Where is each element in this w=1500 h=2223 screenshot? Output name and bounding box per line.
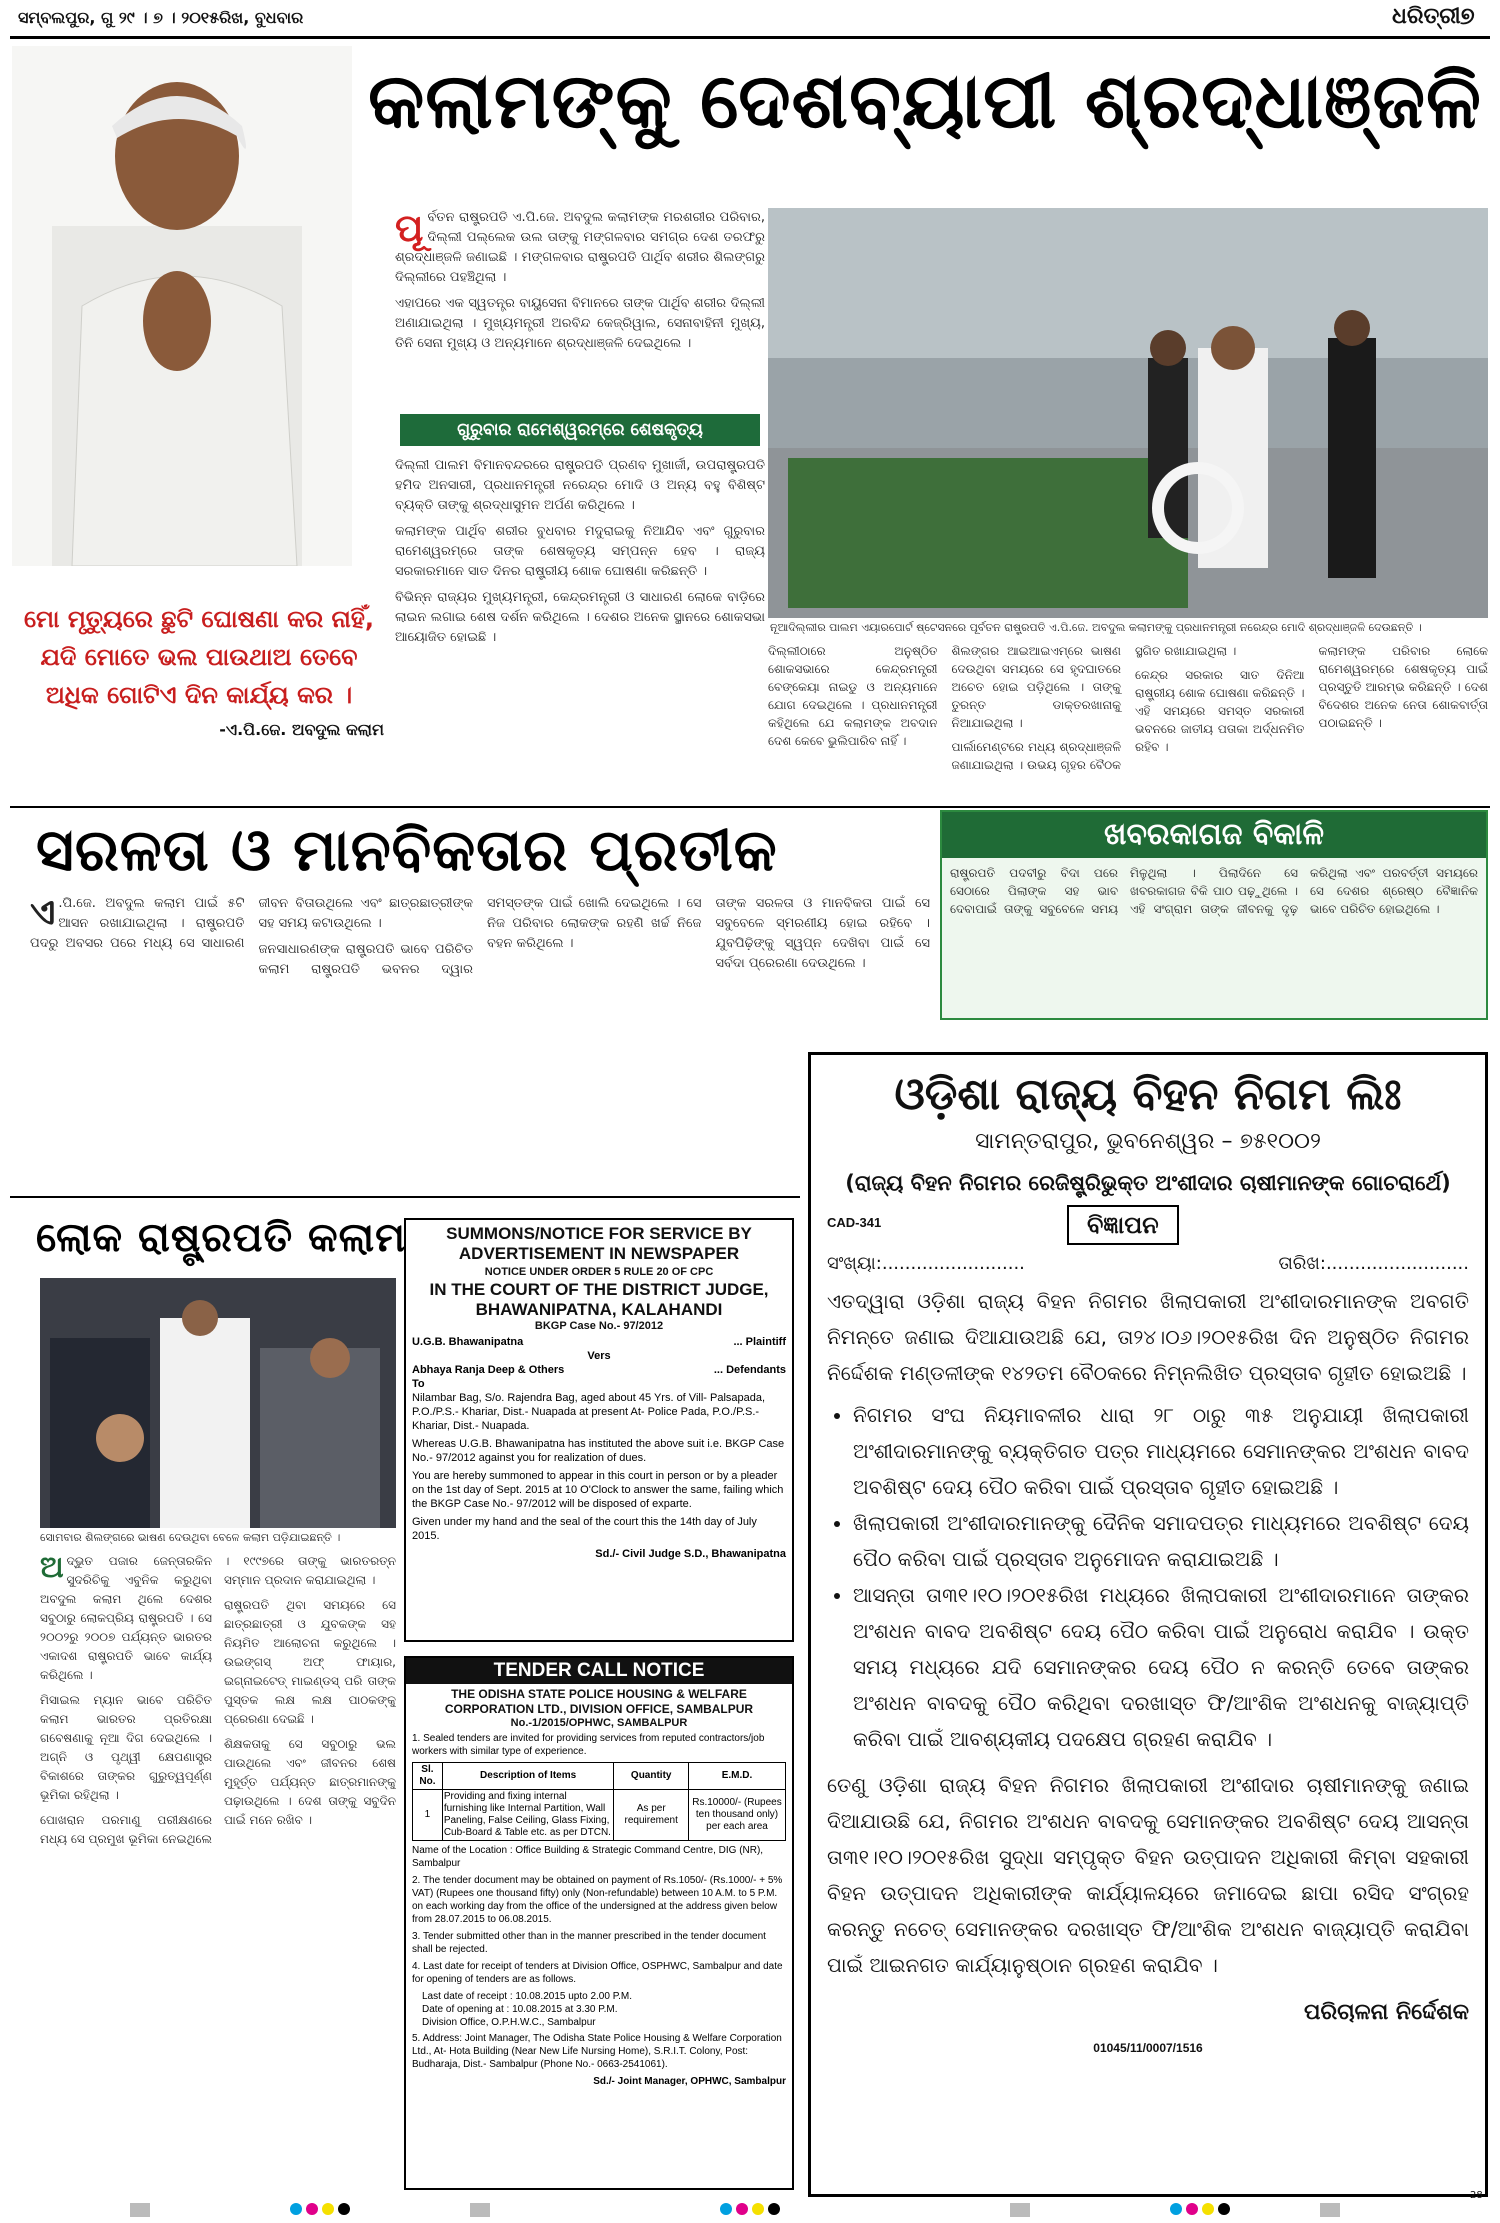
lead-body-1 — [395, 208, 765, 408]
quote-box — [14, 600, 384, 786]
ad-signature: ପରିଚାଳନା ନିର୍ଦ୍ଦେଶକ — [1304, 2000, 1469, 2025]
ad-notice-row — [827, 1205, 1469, 1245]
color-dot — [720, 2203, 732, 2215]
table-header: E.M.D. — [689, 1763, 786, 1790]
summons-plaintiff-label: ... Plaintiff — [733, 1336, 786, 1348]
lok-para: ରାଷ୍ଟ୍ରପତି ଥିବା ସମୟରେ ସେ ଛାତ୍ରଛାତ୍ରୀ ଓ ଯୁବକଙ୍କ ସହ ନିୟମିତ ଆଲୋଚନା କରୁଥିଲେ । ଉଇଙ୍ଗସ୍ ଅଫ୍ ଫାୟାର, ଇଗ୍ନାଇଟେଡ୍ ମାଇଣ୍ଡସ୍ ପରି ତାଙ୍କ ପୁସ୍ତକ ଲକ୍ଷ ଲକ୍ଷ ପାଠକଙ୍କୁ ପ୍ରେରଣା ଦେଇଛି । — [224, 1598, 396, 1726]
color-dot — [1186, 2203, 1198, 2215]
lok-headline: ଲୋକ ରାଷ୍ଟ୍ରପତି କଲାମ — [36, 1215, 406, 1261]
lead-para: ପାର୍ଲାମେଣ୍ଟରେ ମଧ୍ୟ ଶ୍ରଦ୍ଧାଞ୍ଜଳି ଜଣାଯାଇଥିଲା । ଉଭୟ ଗୃହର ବୈଠକ ସ୍ଥଗିତ ରଖାଯାଇଥିଲା । — [951, 644, 1237, 772]
ad-bullets — [827, 1397, 1469, 1757]
summons-body: Whereas U.G.B. Bhawanipatna has instituted the above suit i.e. BKGP Case No.- 97/2012 against you for realization of dues. — [412, 1438, 785, 1464]
ad-subtitle: (ରାଜ୍ୟ ବିହନ ନିଗମର ରେଜିଷ୍ଟ୍ରିଭୁକ୍ତ ଅଂଶୀଦାର ଚାଷୀମାନଙ୍କ ଗୋଚରାର୍ଥେ) — [845, 1171, 1451, 1195]
table-row — [413, 1763, 786, 1790]
summons-court: IN THE COURT OF THE DISTRICT JUDGE, BHAWANIPATNA, KALAHANDI — [429, 1280, 769, 1319]
lead-para: ଶିଲଙ୍ଗର ଆଇଆଇଏମ୍‌ରେ ଭାଷଣ ଦେଉଥିବା ସମୟରେ ସେ ହୃଦଘାତରେ ଅଚେତ ହୋଇ ପଡ଼ିଥିଲେ । ତାଙ୍କୁ ତୁରନ୍ତ ଡାକ୍ତରଖାନାକୁ ନିଆଯାଇଥିଲା । — [951, 644, 1121, 730]
lok-photo-caption: ସୋମବାର ଶିଲଙ୍ଗରେ ଭାଷଣ ଦେଉଥିବା ବେଳେ କଲାମ ପଡ଼ିଯାଇଛନ୍ତି । — [40, 1531, 341, 1544]
lead-photo — [768, 208, 1488, 618]
lok-photo — [40, 1278, 396, 1528]
ad-ref-no: 01045/11/0007/1516 — [1093, 2041, 1203, 2055]
lok-body — [40, 1552, 396, 2192]
tender-notice — [404, 1656, 794, 2190]
tender-location: Name of the Location : Office Building & Strategic Command Centre, DIG (NR), Sambalpur — [412, 1845, 764, 1869]
lead-para: ବିଭିନ୍ନ ରାଜ୍ୟର ମୁଖ୍ୟମନ୍ତ୍ରୀ, କେନ୍ଦ୍ରମନ୍ତ୍ରୀ ଓ ସାଧାରଣ ଲୋକେ ବାଡ଼ିରେ ଲାଇନ ଲଗାଇ ଶେଷ ଦର୍ଶନ କରିଥିଲେ । ଦେଶର ଅନେକ ସ୍ଥାନରେ ଶୋକସଭା ଆୟୋଜିତ ହୋଇଛି । — [395, 590, 765, 645]
table-header: Quantity — [614, 1763, 689, 1790]
section-rule — [10, 1196, 800, 1198]
tender-sign: Sd./- Joint Manager, OPHWC, Sambalpur — [593, 2076, 786, 2087]
tender-para: 5. Address: Joint Manager, The Odisha State Police Housing & Welfare Corporation Ltd., At- Hota Building (Near New Life Nursing Home), S.R.I.T. Colony, Post: Budharaja, Dist.- Sambalpur (Phone No.- 0663-2541061). — [412, 2033, 782, 2070]
color-dot — [306, 2203, 318, 2215]
khabarkagaj-headline: ଖବରକାଗଜ ବିକାଳି — [942, 812, 1486, 858]
summons-to: To — [412, 1378, 425, 1390]
tender-receipt: Last date of receipt : 10.08.2015 upto 2.00 P.M. — [422, 1991, 632, 2002]
khabarkagaj-box — [940, 810, 1488, 1020]
lead-subhead: ଗୁରୁବାର ରାମେଶ୍ୱରମ୍‌ରେ ଶେଷକୃତ୍ୟ — [400, 414, 760, 446]
quote-attribution: -ଏ.ପି.ଜେ. ଅବଦୁଲ କଲାମ — [219, 720, 384, 739]
summons-sign: Sd./- Civil Judge S.D., Bhawanipatna — [595, 1548, 786, 1560]
ad-intro: ଏତଦ୍ୱାରା ଓଡ଼ିଶା ରାଜ୍ୟ ବିହନ ନିଗମର ଖିଲାପକାରୀ ଅଂଶୀଦାରମାନଙ୍କ ଅବଗତି ନିମନ୍ତେ ଜଣାଇ ଦିଆଯାଉଅଛି ଯେ, ତା୨୪।୦୬।୨୦୧୫ରିଖ ଦିନ ଅନୁଷ୍ଠିତ ନିଗମର ନିର୍ଦ୍ଦେଶକ ମଣ୍ଡଳୀଙ୍କ ୧୪୨ତମ ବୈଠକରେ ନିମ୍ନଲିଖିତ ପ୍ରସ୍ତାବ ଗୃହୀତ ହୋଇଅଛି । — [827, 1289, 1469, 1385]
simplicity-para: ଜନସାଧାରଣଙ୍କ ରାଷ୍ଟ୍ରପତି ଭାବେ ପରିଚିତ କଲାମ ରାଷ୍ଟ୍ରପତି ଭବନର ଦ୍ୱାର ସମସ୍ତଙ୍କ ପାଇଁ ଖୋଲି ଦେଇଥିଲେ । ସେ ନିଜ ପରିବାର ଲୋକଙ୍କ ରହଣି ଖର୍ଚ୍ଚ ନିଜେ ବହନ କରିଥିଲେ । — [258, 896, 702, 977]
lead-para: କେନ୍ଦ୍ର ସରକାର ସାତ ଦିନିଆ ରାଷ୍ଟ୍ରୀୟ ଶୋକ ଘୋଷଣା କରିଛନ୍ତି । ଏହି ସମୟରେ ସମସ୍ତ ସରକାରୀ ଭବନରେ ଜାତୀୟ ପତାକା ଅର୍ଦ୍ଧନମିତ ରହିବ । — [1135, 668, 1305, 754]
tender-opening: Date of opening at : 10.08.2015 at 3.30 P.M. — [422, 2004, 618, 2015]
table-cell: Rs.10000/- (Rupees ten thousand only) per each area — [689, 1790, 786, 1841]
lok-dropcap: ଅ — [40, 1552, 64, 1585]
color-dot — [736, 2203, 748, 2215]
ad-address: ସାମନ୍ତରାପୁର, ଭୁବନେଶ୍ୱର – ୭୫୧୦୦୨ — [975, 1129, 1321, 1154]
masthead-rule — [10, 36, 1490, 39]
lok-para: ଶିକ୍ଷକତାକୁ ସେ ସବୁଠାରୁ ଭଲ ପାଉଥିଲେ ଏବଂ ଜୀବନର ଶେଷ ମୁହୂର୍ତ୍ତ ପର୍ଯ୍ୟନ୍ତ ଛାତ୍ରମାନଙ୍କୁ ପଢ଼ାଉଥିଲେ । ଦେଶ ତାଙ୍କୁ ସବୁଦିନ ପାଇଁ ମନେ ରଖିବ । — [224, 1737, 396, 1827]
summons-notice — [404, 1218, 794, 1642]
table-cell: As per requirement — [614, 1790, 689, 1841]
tender-ref: No.-1/2015/OPHWC, SAMBALPUR — [510, 1717, 688, 1729]
table-cell: Providing and fixing internal furnishing like Internal Partition, Wall Paneling, False Ceiling, Glass Fixing, Cub-Board & Table etc. as per DTCN. — [442, 1790, 614, 1841]
kalam-portrait — [12, 46, 352, 566]
color-dot — [338, 2203, 350, 2215]
ad-closing: ତେଣୁ ଓଡ଼ିଶା ରାଜ୍ୟ ବିହନ ନିଗମର ଖିଲାପକାରୀ ଅଂଶୀଦାର ଚାଷୀମାନଙ୍କୁ ଜଣାଇ ଦିଆଯାଉଛି ଯେ, ନିଗମର ଅଂଶଧନ ବାବଦକୁ ସେମାନଙ୍କର ଅବଶିଷ୍ଟ ଦେୟ ଆସନ୍ତା ତା୩୧।୧୦।୨୦୧୫ରିଖ ସୁଦ୍ଧା ସମ୍ପୃକ୍ତ ବିହନ ଉତ୍ପାଦନ ଅଧିକାରୀ କିମ୍ବା ସହକାରୀ ବିହନ ଉତ୍ପାଦନ ଅଧିକାରୀଙ୍କ କାର୍ଯ୍ୟାଳୟରେ ଜମାଦେଇ ଛାପା ରସିଦ ସଂଗ୍ରହ କରନ୍ତୁ ନଚେତ୍ ସେମାନଙ୍କର ଦରଖାସ୍ତ ଫି/ଆଂଶିକ ଅଂଶଧନ ବାଜ୍ୟାପ୍ତି କରାଯିବା ପାଇଁ ଆଇନଗତ କାର୍ଯ୍ୟାନୁଷ୍ଠାନ ଗ୍ରହଣ କରାଯିବ । — [827, 1773, 1469, 1977]
ad-title: ଓଡ଼ିଶା ରାଜ୍ୟ ବିହନ ନିଗମ ଲିଃ — [894, 1069, 1402, 1120]
ad-date: ତାରିଖ:......................... — [1278, 1253, 1469, 1274]
color-dot — [1202, 2203, 1214, 2215]
summons-sub: NOTICE UNDER ORDER 5 RULE 20 OF CPC — [484, 1266, 714, 1278]
tender-para: 4. Last date for receipt of tenders at Division Office, OSPHWC, Sambalpur and date for opening of tenders are as follows. — [412, 1961, 783, 1985]
table-header: Description of Items — [442, 1763, 614, 1790]
lead-para: କଲାମଙ୍କ ପରିବାର ଲୋକେ ରାମେଶ୍ୱରମ୍‌ରେ ଶେଷକୃତ୍ୟ ପାଇଁ ପ୍ରସ୍ତୁତି ଆରମ୍ଭ କରିଛନ୍ତି । ଦେଶ ବିଦେଶର ଅନେକ ନେତା ଶୋକବାର୍ତ୍ତା ପଠାଇଛନ୍ତି । — [1318, 644, 1488, 730]
color-dot — [768, 2203, 780, 2215]
ad-code: CAD-341 — [827, 1215, 882, 1230]
dateline: ସମ୍ବଲପୁର, ଗୁ ୨୯ । ୭ । ୨୦୧୫ରିଖ, ବୁଧବାର — [18, 8, 304, 27]
quote-text: ମୋ ମୃତ୍ୟୁରେ ଛୁଟି ଘୋଷଣା କର ନାହିଁ, ଯଦି ମୋତେ ଭଲ ପାଉଥାଅ ତେବେ ଅଧିକ ଗୋଟିଏ ଦିନ କାର୍ଯ୍ୟ କର । — [24, 605, 374, 709]
color-dot — [1170, 2203, 1182, 2215]
lead-body-2 — [395, 456, 765, 776]
ad-bullet: • ନିଗମର ସଂଘ ନିୟମାବଳୀର ଧାରା ୨୮ ଠାରୁ ୩୫ ଅନୁଯାୟୀ ଖିଲାପକାରୀ ଅଂଶୀଦାରମାନଙ୍କୁ ବ୍ୟକ୍ତିଗତ ପତ୍ର ମାଧ୍ୟମରେ ସେମାନଙ୍କର ଅଂଶଧନ ବାବଦ ଅବଶିଷ୍ଟ ଦେୟ ପୈଠ କରିବା ପାଇଁ ପ୍ରସ୍ତାବ ଗୃହୀତ ହୋଇଅଛି । — [853, 1397, 1469, 1505]
color-dot — [322, 2203, 334, 2215]
simplicity-dropcap: ଏ — [30, 894, 56, 933]
summons-defendants-label: ... Defendants — [713, 1364, 786, 1376]
lead-para: ଦିଲ୍ଲୀଠାରେ ଅନୁଷ୍ଠିତ ଶୋକସଭାରେ କେନ୍ଦ୍ରମନ୍ତ୍ରୀ ବେଙ୍କେୟା ନାଇଡୁ ଓ ଅନ୍ୟମାନେ ଯୋଗ ଦେଇଥିଲେ । ପ୍ରଧାନମନ୍ତ୍ରୀ କହିଥିଲେ ଯେ କଲାମଙ୍କ ଅବଦାନ ଦେଶ କେବେ ଭୁଲିପାରିବ ନାହିଁ । — [768, 644, 938, 748]
summons-title: SUMMONS/NOTICE FOR SERVICE BY ADVERTISEMENT IN NEWSPAPER — [446, 1224, 752, 1263]
lead-headline: କଲାମଙ୍କୁ ଦେଶବ୍ୟାପୀ ଶ୍ରଦ୍ଧାଞ୍ଜଳି — [368, 56, 1482, 145]
summons-address: Nilambar Bag, S/o. Rajendra Bag, aged about 45 Yrs. of Vill- Palsapada, P.O./P.S.- Khariar, Dist.- Nuapada at present At- Police Pada, P.O./P.S.- Khariar, Dist.- Nuapada. — [412, 1392, 766, 1432]
color-dot — [290, 2203, 302, 2215]
seed-corp-ad — [808, 1052, 1488, 2197]
registration-mark — [130, 2203, 150, 2217]
summons-body: Given under my hand and the seal of the court this the 14th day of July 2015. — [412, 1516, 757, 1542]
lok-para: ଦ୍ଭୁତ ପଜାର ଜେନ୍ତାରକିନ ସୁଦରିଚିକୁ ଏବୁନିକ କରୁଥିବା ଅବଦୁଲ କଲାମ ଥିଲେ ଦେଶର ସବୁଠାରୁ ଲୋକପ୍ରିୟ ରାଷ୍ଟ୍ରପତି । ସେ ୨୦୦୨ରୁ ୨୦୦୭ ପର୍ଯ୍ୟନ୍ତ ଭାରତର ଏକାଦଶ ରାଷ୍ଟ୍ରପତି ଭାବେ କାର୍ଯ୍ୟ କରିଥିଲେ । — [40, 1554, 212, 1682]
registration-mark — [1320, 2203, 1340, 2217]
summons-defendants: Abhaya Ranja Deep & Others — [412, 1364, 565, 1376]
ad-bullet: • ଖିଲାପକାରୀ ଅଂଶୀଦାରମାନଙ୍କୁ ଦୈନିକ ସମାଦପତ୍ର ମାଧ୍ୟମରେ ଅବଶିଷ୍ଟ ଦେୟ ପୈଠ କରିବା ପାଇଁ ପ୍ରସ୍ତାବ ଅନୁମୋଦନ କରାଯାଇଅଛି । — [853, 1505, 1469, 1577]
tender-para: 3. Tender submitted other than in the manner prescribed in the tender document shall be rejected. — [412, 1931, 766, 1955]
lead-photo-caption: ନୂଆଦିଲ୍ଲୀର ପାଲମ ଏୟାରପୋର୍ଟ ଷ୍ଟେସନରେ ପୂର୍ବତନ ରାଷ୍ଟ୍ରପତି ଏ.ପି.ଜେ. ଅବଦୁଲ କଲାମଙ୍କୁ ପ୍ରଧାନମନ୍ତ୍ରୀ ନରେନ୍ଦ୍ର ମୋଦି ଶ୍ରଦ୍ଧାଞ୍ଜଳି ଦେଉଛନ୍ତି । — [770, 621, 1422, 634]
simplicity-para: .ପି.ଜେ. ଅବଦୁଲ କଲାମ ପାଇଁ ୫ଟି ଆସନ ରଖାଯାଇଥିଲା । ରାଷ୍ଟ୍ରପତି ପଦରୁ ଅବସର ପରେ ମଧ୍ୟ ସେ ସାଧାରଣ ଜୀବନ ବିତାଉଥିଲେ ଏବଂ ଛାତ୍ରଛାତ୍ରୀଙ୍କ ସହ ସମୟ କଟାଉଥିଲେ । — [30, 896, 473, 951]
paper-name: ଧରିତ୍ରୀ — [1392, 4, 1461, 29]
ad-notice-label: ବିଜ୍ଞାପନ — [1067, 1205, 1179, 1245]
tender-opening-at: Division Office, O.P.H.W.C., Sambalpur — [422, 2017, 596, 2028]
simplicity-headline: ସରଳତା ଓ ମାନବିକତାର ପ୍ରତୀକ — [36, 816, 778, 884]
tender-org: THE ODISHA STATE POLICE HOUSING & WELFARE CORPORATION LTD., DIVISION OFFICE, SAMBALPUR — [444, 1687, 754, 1716]
simplicity-body — [30, 894, 930, 1184]
lok-para: ପୋଖରାନ ପରମାଣୁ ପରୀକ୍ଷଣରେ ମଧ୍ୟ ସେ ପ୍ରମୁଖ ଭୂମିକା ନେଇଥିଲେ । ୧୯୯୭ରେ ତାଙ୍କୁ ଭାରତରତ୍ନ ସମ୍ମାନ ପ୍ରଦାନ କରାଯାଇଥିଲା । — [40, 1554, 396, 1846]
page-code: 28 — [1470, 2190, 1483, 2201]
page-number: ୭ — [1460, 2, 1475, 30]
table-row — [413, 1790, 786, 1841]
tender-title: TENDER CALL NOTICE — [406, 1658, 792, 1684]
ad-number-date — [827, 1249, 1469, 1279]
khabarkagaj-body: ରାଷ୍ଟ୍ରପତି ପଦବୀରୁ ବିଦା ପରେ ସେଠାରେ ପିଲାଙ୍କ ସହ ଭାବ ଦେବାପାଇଁ ତାଙ୍କୁ ସବୁବେଳେ ସମୟ ମିଳୁଥିଲା । ପିଲାଦିନେ ସେ ଖବରକାଗଜ ବିକି ପାଠ ପଢ଼ୁଥିଲେ । ଏହି ସଂଗ୍ରାମ ତାଙ୍କ ଜୀବନକୁ ଦୃଢ଼ କରିଥିଲା ଏବଂ ପରବର୍ତ୍ତୀ ସମୟରେ ସେ ଦେଶର ଶ୍ରେଷ୍ଠ ବୈଜ୍ଞାନିକ ଭାବେ ପରିଚିତ ହୋଇଥିଲେ । — [950, 866, 1478, 916]
lead-para: ଏହାପରେ ଏକ ସ୍ୱତନ୍ତ୍ର ବାୟୁସେନା ବିମାନରେ ତାଙ୍କ ପାର୍ଥିବ ଶରୀର ଦିଲ୍ଲୀ ଅଣାଯାଇଥିଲା । ମୁଖ୍ୟମନ୍ତ୍ରୀ ଅରବିନ୍ଦ କେଜ୍ରିୱାଲ, ସେନାବାହିନୀ ମୁଖ୍ୟ, ତିନି ସେନା ମୁଖ୍ୟ ଓ ଅନ୍ୟମାନେ ଶ୍ରଦ୍ଧାଞ୍ଜଳି ଦେଇଥିଲେ । — [395, 296, 765, 351]
summons-vers: Vers — [587, 1350, 611, 1362]
registration-mark — [1010, 2203, 1030, 2217]
lead-body-3 — [768, 642, 1488, 802]
color-dot — [1218, 2203, 1230, 2215]
tender-para: 2. The tender document may be obtained on payment of Rs.1050/- (Rs.1000/- + 5% VAT) (Rupees one thousand fifty) only (Non-refundable) between 10 A.M. to 5 P.M. on each working day from the office of the undersigned at the address given below from 28.07.2015 to 06.08.2015. — [412, 1875, 783, 1925]
summons-body: You are hereby summoned to appear in this court in person or by a pleader on the 1st day of Sept. 2015 at 10 O'Clock to answer the same, failing which the BKGP Case No.- 97/2012 will be disposed of exparte. — [412, 1470, 784, 1510]
lok-para: ମିସାଇଲ ମ୍ୟାନ ଭାବେ ପରିଚିତ କଲାମ ଭାରତର ପ୍ରତିରକ୍ଷା ଗବେଷଣାକୁ ନୂଆ ଦିଗ ଦେଇଥିଲେ । ଅଗ୍ନି ଓ ପୃଥ୍ୱୀ କ୍ଷେପଣାସ୍ତ୍ର ବିକାଶରେ ତାଙ୍କର ଗୁରୁତ୍ୱପୂର୍ଣ୍ଣ ଭୂମିକା ରହିଥିଲା । — [40, 1693, 212, 1802]
tender-intro: 1. Sealed tenders are invited for providing services from reputed contractors/job workers with similar type of experience. — [412, 1733, 765, 1757]
table-cell: 1 — [413, 1790, 443, 1841]
lead-para: ଦିଲ୍ଲୀ ପାଲମ ବିମାନବନ୍ଦରରେ ରାଷ୍ଟ୍ରପତି ପ୍ରଣବ ମୁଖାର୍ଜୀ, ଉପରାଷ୍ଟ୍ରପତି ହମିଦ ଅନସାରୀ, ପ୍ରଧାନମନ୍ତ୍ରୀ ନରେନ୍ଦ୍ର ମୋଦି ଓ ଅନ୍ୟ ବହୁ ବିଶିଷ୍ଟ ବ୍ୟକ୍ତି ତାଙ୍କୁ ଶ୍ରଦ୍ଧାସୁମନ ଅର୍ପଣ କରିଥିଲେ । — [395, 458, 765, 513]
registration-mark — [470, 2203, 490, 2217]
lead-dropcap: ପୂ — [395, 208, 424, 250]
table-header: Sl. No. — [413, 1763, 443, 1790]
ad-bullet: • ଆସନ୍ତା ତା୩୧।୧୦।୨୦୧୫ରିଖ ମଧ୍ୟରେ ଖିଲାପକାରୀ ଅଂଶୀଦାରମାନେ ତାଙ୍କର ଅଂଶଧନ ବାବଦ ଅବଶିଷ୍ଟ ଦେୟ ପୈଠ କରିବା ପାଇଁ ଅନୁରୋଧ କରାଯିବ । ଉକ୍ତ ସମୟ ମଧ୍ୟରେ ଯଦି ସେମାନଙ୍କର ଦେୟ ପୈଠ ନ କରନ୍ତି ତେବେ ତାଙ୍କର ଅଂଶଧନ ବାବଦକୁ ପୈଠ କରିଥିବା ଦରଖାସ୍ତ ଫି/ଆଂଶିକ ଅଂଶଧନକୁ ବାଜ୍ୟାପ୍ତି କରିବା ପାଇଁ ଆବଶ୍ୟକୀୟ ପଦକ୍ଷେପ ଗ୍ରହଣ କରାଯିବ । — [853, 1577, 1469, 1757]
lead-para: ର୍ବତନ ରାଷ୍ଟ୍ରପତି ଏ.ପି.ଜେ. ଅବଦୁଲ କଲାମଙ୍କ ମରଶରୀର ପରିବାର, ଦିଲ୍ଲୀ ପଲ୍ଲେକ ଉଲ ତାଙ୍କୁ ମଙ୍ଗଳବାର ସମଗ୍ର ଦେଶ ତରଫରୁ ଶ୍ରଦ୍ଧାଞ୍ଜଳି ଜଣାଇଛି । ମଙ୍ଗଳବାର ରାଷ୍ଟ୍ରପତି ପାର୍ଥିବ ଶରୀର ଶିଲଙ୍ଗରୁ ଦିଲ୍ଲୀରେ ପହଞ୍ଚିଥିଲା । — [395, 210, 765, 285]
ad-number: ସଂଖ୍ୟା:......................... — [827, 1253, 1025, 1274]
tender-table — [412, 1762, 786, 1841]
lead-para: କଲାମଙ୍କ ପାର୍ଥିବ ଶରୀର ବୁଧବାର ମଦୁରାଇକୁ ନିଆଯିବ ଏବଂ ଗୁରୁବାର ରାମେଶ୍ୱରମ୍‌ରେ ତାଙ୍କ ଶେଷକୃତ୍ୟ ସମ୍ପନ୍ନ ହେବ । ରାଜ୍ୟ ସରକାରମାନେ ସାତ ଦିନର ରାଷ୍ଟ୍ରୀୟ ଶୋକ ଘୋଷଣା କରିଛନ୍ତି । — [395, 524, 765, 579]
color-dot — [752, 2203, 764, 2215]
summons-plaintiff: U.G.B. Bhawanipatna — [412, 1336, 524, 1348]
summons-case: BKGP Case No.- 97/2012 — [534, 1320, 664, 1332]
simplicity-para: ତାଙ୍କ ସରଳତା ଓ ମାନବିକତା ପାଇଁ ସେ ସବୁବେଳେ ସ୍ମରଣୀୟ ହୋଇ ରହିବେ । ଯୁବପିଢ଼ିଙ୍କୁ ସ୍ୱପ୍ନ ଦେଖିବା ପାଇଁ ସେ ସର୍ବଦା ପ୍ରେରଣା ଦେଉଥିଲେ । — [715, 896, 930, 971]
